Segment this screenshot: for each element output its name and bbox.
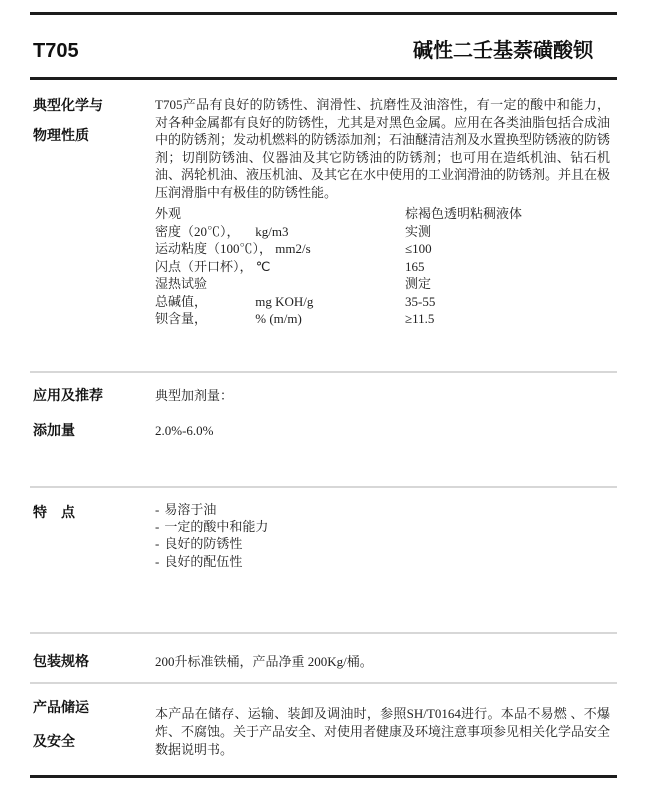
dosage-label: 添加量 [33,422,75,438]
properties-label-line2: 物理性质 [33,127,89,143]
properties-description: T705产品有良好的防锈性、润滑性、抗磨性及油溶性，有一定的酸中和能力，对各种金属都有良好的防锈性，尤其是对黑色金属。应用在各类油脂包括合成油中的防锈剂；发动机燃料的防锈添加剂；石油醚清洁剂及水置换型防锈液的防锈剂；切削防锈油、仪器油及其它防锈油的防锈剂；也可用在造纸机油、钻石机油、涡轮机油、液压机油、及其它在水中使用的工业润滑油的防锈剂。并且在极压润滑脂中有极佳的防锈性能。 [155,97,611,200]
bullet-dash: - [155,553,160,569]
application-content: 典型加剂量： [155,388,234,403]
spec-value: 测定 [405,276,432,291]
spec-value: 实测 [405,223,432,239]
feature-text: 良好的防锈性 [164,536,243,552]
storage-label-line2: 及安全 [33,733,75,749]
section-divider [30,486,617,488]
storage-label-line1: 产品储运 [33,699,89,715]
spec-value: ≤100 [405,241,432,256]
table-row [155,293,610,311]
top-rule [30,12,617,15]
packaging-content: 200升标准铁桶，产品净重 200Kg/桶。 [155,654,373,669]
spec-name: 外观 [155,206,182,221]
packaging-label: 包装规格 [33,653,89,669]
spec-name: 湿热试验 [155,276,208,291]
list-item [155,553,610,570]
product-code: T705 [33,40,79,62]
spec-value: 165 [405,258,425,274]
properties-label-line1: 典型化学与 [33,97,103,113]
spec-name: 钡含量， [155,311,208,326]
section-divider [30,632,617,634]
spec-unit: kg/m3 [255,223,289,239]
storage-content: 本产品在储存、运输、装卸及调油时，参照SH/T0164进行。本品不易燃 、不爆炸、不腐蚀。关于产品安全、对使用者健康及环境注意事项参见相关化学品安全数据说明书。 [155,706,611,757]
spec-value: 棕褐色透明粘稠液体 [405,206,523,221]
section-divider [30,682,617,684]
feature-text: 易溶于油 [164,502,217,517]
spec-name: 密度（20℃）， [155,223,240,239]
spec-unit: % (m/m) [255,311,302,326]
spec-value: 35-55 [405,293,436,309]
table-row [155,223,610,241]
feature-text: 良好的配伍性 [164,553,243,569]
features-label: 特 点 [33,504,75,520]
bottom-rule [30,775,617,778]
bullet-dash: - [155,502,160,517]
features-list [155,501,610,570]
table-row [155,240,610,258]
section-divider [30,371,617,373]
bullet-dash: - [155,536,160,552]
product-name: 碱性二壬基萘磺酸钡 [413,40,593,62]
spec-unit: mm2/s [275,241,311,256]
list-item [155,501,610,518]
feature-text: 一定的酸中和能力 [164,519,269,535]
spec-name: 总碱值， [155,293,208,309]
list-item [155,535,610,552]
table-row [155,205,610,223]
table-row [155,275,610,293]
application-label: 应用及推荐 [33,387,103,403]
spec-value: ≥11.5 [405,311,435,326]
table-row [155,310,610,328]
spec-name: 闪点（开口杯）， [155,258,253,274]
spec-unit: mg KOH/g [255,293,314,309]
table-row [155,258,610,276]
spec-unit: ℃ [255,258,271,274]
spec-name: 运动粘度（100℃）， [155,241,273,256]
header [33,34,593,63]
header-rule [30,77,617,80]
spec-table [155,205,610,328]
dosage-content: 2.0%-6.0% [155,423,214,438]
list-item [155,518,610,535]
bullet-dash: - [155,519,160,535]
